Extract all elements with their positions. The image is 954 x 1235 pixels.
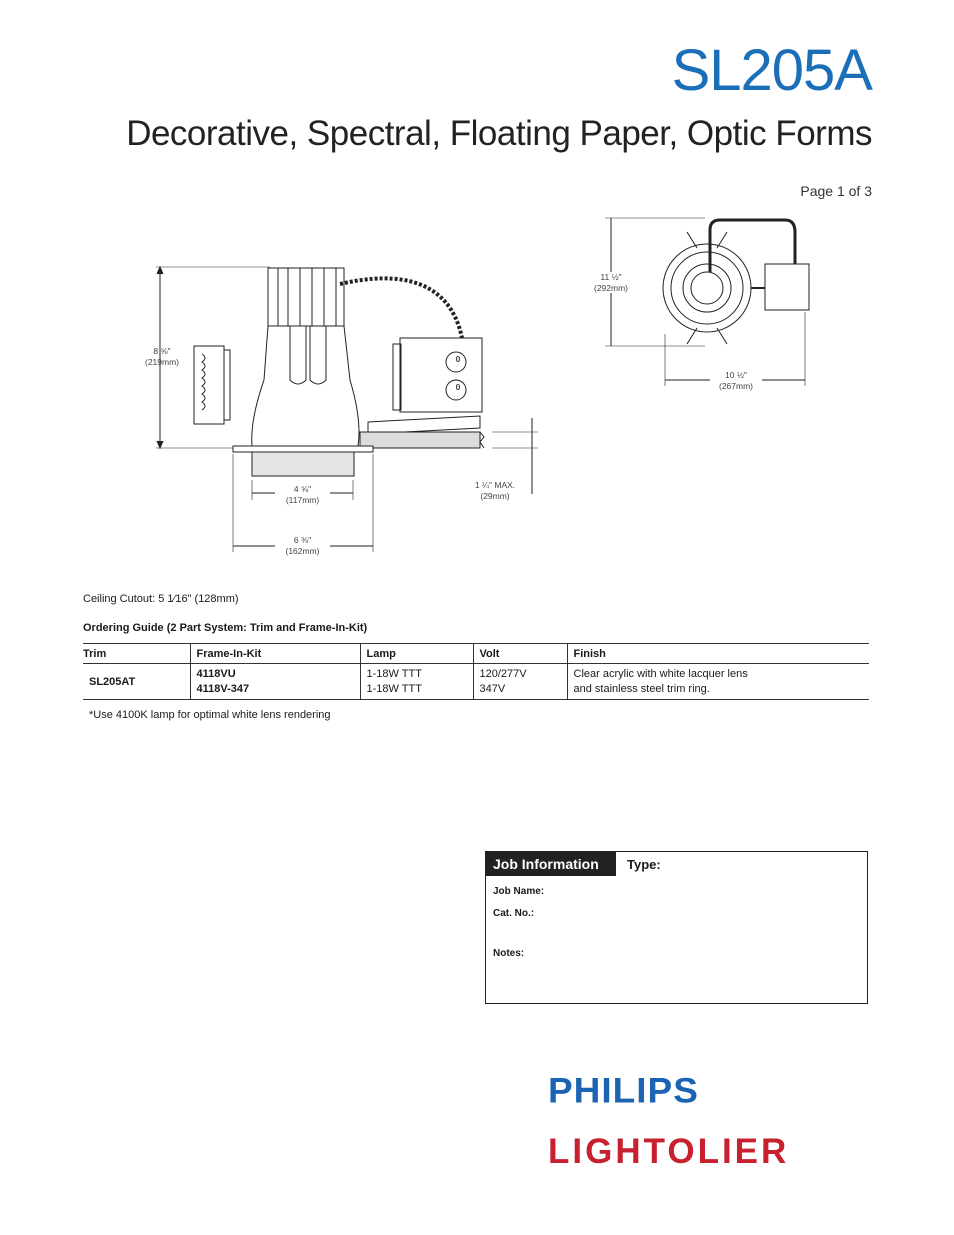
dial-top-label: 0: [455, 354, 461, 364]
page-number: Page 1 of 3: [800, 183, 872, 199]
ordering-guide-title: Ordering Guide (2 Part System: Trim and Frame-In-Kit): [83, 622, 368, 634]
footnote: *Use 4100K lamp for optimal white lens rendering: [89, 709, 331, 721]
cat-no-label: Cat. No.:: [493, 908, 535, 919]
aperture-dimension: 4 ⅝" (117mm): [275, 484, 330, 505]
side-view-drawing: [140, 260, 550, 560]
height-dimension: 8 ⅝" (219mm): [144, 346, 179, 367]
frame-cell: 4118VU 4118V-347: [190, 664, 360, 700]
trim-cell: SL205AT: [83, 664, 190, 700]
notes-label: Notes:: [493, 948, 525, 959]
lightolier-logo: LIGHTOLIER: [548, 1132, 790, 1171]
column-header: Finish: [567, 644, 869, 664]
ceiling-cutout: Ceiling Cutout: 5 1⁄16" (128mm): [83, 593, 239, 605]
top-view-drawing: [595, 210, 825, 390]
column-header: Volt: [473, 644, 567, 664]
table-header-row: [83, 644, 869, 664]
ordering-table: [83, 643, 869, 700]
finish-cell: Clear acrylic with white lacquer lens and stainless steel trim ring.: [567, 664, 869, 700]
type-label: Type:: [627, 857, 661, 872]
table-row: [83, 664, 869, 700]
dial-bottom-label: 0: [455, 382, 461, 392]
page-title: SL205A: [671, 38, 872, 103]
column-header: Lamp: [360, 644, 473, 664]
flange-dimension: 6 ⅜" (162mm): [275, 535, 330, 556]
philips-logo: PHILIPS: [548, 1071, 699, 1110]
volt-cell: 120/277V 347V: [473, 664, 567, 700]
job-name-label: Job Name:: [493, 886, 545, 897]
depth-dimension: 11 ½" (292mm): [590, 272, 632, 293]
job-information-heading: Job Information: [486, 852, 616, 876]
lamp-cell: 1-18W TTT 1-18W TTT: [360, 664, 473, 700]
ceiling-thickness-dimension: 1 ¼" MAX. (29mm): [474, 480, 516, 501]
column-header: Trim: [83, 644, 190, 664]
page-subtitle: Decorative, Spectral, Floating Paper, Optic Forms: [126, 114, 872, 153]
job-information-box: [485, 851, 868, 1004]
width-dimension: 10 ½" (267mm): [710, 370, 762, 391]
column-header: Frame-In-Kit: [190, 644, 360, 664]
